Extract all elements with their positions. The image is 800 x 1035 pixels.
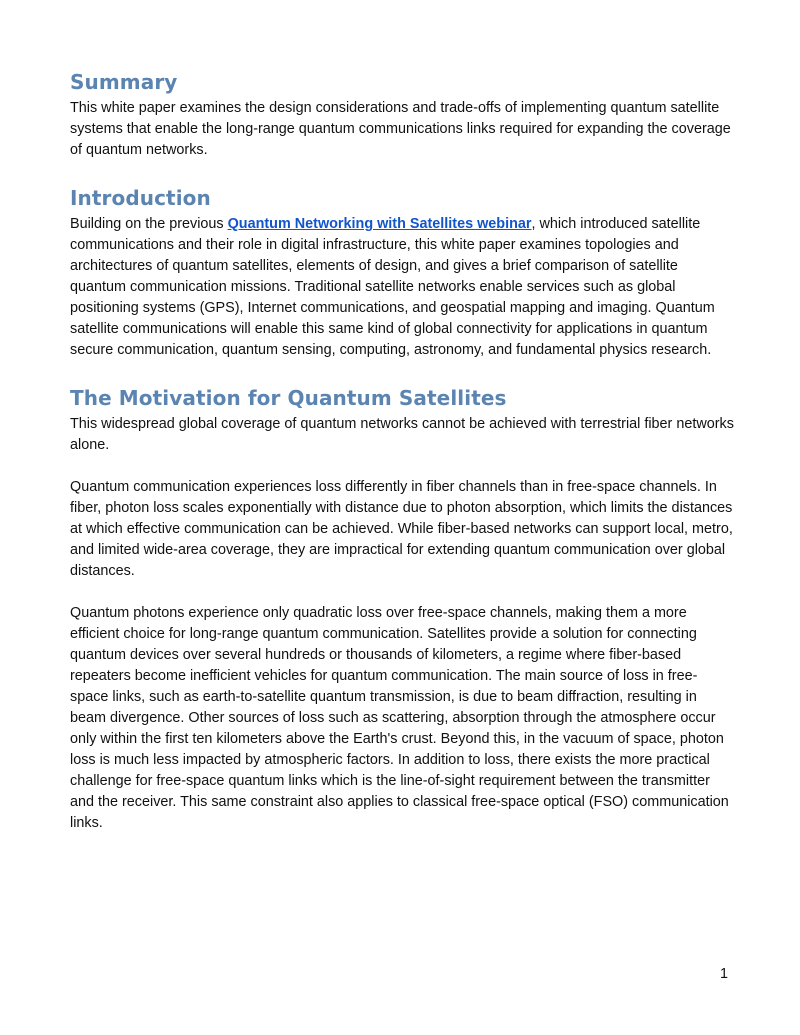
webinar-link[interactable]: Quantum Networking with Satellites webinar bbox=[227, 216, 532, 232]
summary-heading: Summary bbox=[70, 70, 178, 94]
page-content bbox=[70, 66, 735, 834]
page-number: 1 bbox=[719, 966, 728, 982]
introduction-text-start: Building on the previous bbox=[70, 216, 228, 232]
motivation-heading: The Motivation for Quantum Satellites bbox=[70, 386, 507, 410]
paragraph-spacer bbox=[70, 456, 735, 477]
summary-paragraph: This white paper examines the design considerations and trade-offs of implementing quantum satellite systems that enable the long-range quantum communications links required for expanding the coverage of quantum networks. bbox=[70, 100, 731, 158]
motivation-paragraph-2: Quantum communication experiences loss differently in fiber channels than in free-space channels. In fiber, photon loss scales exponentially with distance due to photon absorption, which limits the distances at which effective communication can be achieved. While fiber-based networks can support local, metro, and limited wide-area coverage, they are impractical for extending quantum communication over global distances. bbox=[70, 479, 733, 579]
introduction-heading: Introduction bbox=[70, 186, 211, 210]
section-spacer bbox=[70, 361, 735, 382]
motivation-paragraph-1: This widespread global coverage of quantum networks cannot be achieved with terrestrial fiber networks alone. bbox=[70, 416, 734, 453]
introduction-paragraph bbox=[70, 214, 735, 361]
motivation-paragraph-3: Quantum photons experience only quadratic loss over free-space channels, making them a more efficient choice for long-range quantum communication. Satellites provide a solution for connecting quantum devices over several hundreds or thousands of kilometers, a regime where fiber-based repeaters become inefficient vehicles for quantum communication. The main source of loss in free-space links, such as earth-to-satellite quantum transmission, is due to beam diffraction, resulting in beam divergence. Other sources of loss such as scattering, absorption through the atmosphere occur only within the first ten kilometers above the Earth's crust. Beyond this, in the vacuum of space, photon loss is much less impacted by atmospheric factors. In addition to loss, there exists the more practical challenge for free-space quantum links which is the line-of-sight requirement between the transmitter and the receiver. This same constraint also applies to classical free-space optical (FSO) communication links. bbox=[70, 605, 729, 831]
introduction-text-end: , which introduced satellite communications and their role in digital infrastructure, this white paper examines topologies and architectures of quantum satellites, elements of design, and gives a brief comparison of satellite quantum communication missions. Traditional satellite networks enable services such as global positioning systems (GPS), Internet communications, and geospatial mapping and imaging. Quantum satellite communications will enable this same kind of global connectivity for applications in quantum secure communication, quantum sensing, computing, astronomy, and fundamental physics research. bbox=[70, 216, 715, 358]
section-spacer bbox=[70, 161, 735, 182]
paragraph-spacer bbox=[70, 582, 735, 603]
